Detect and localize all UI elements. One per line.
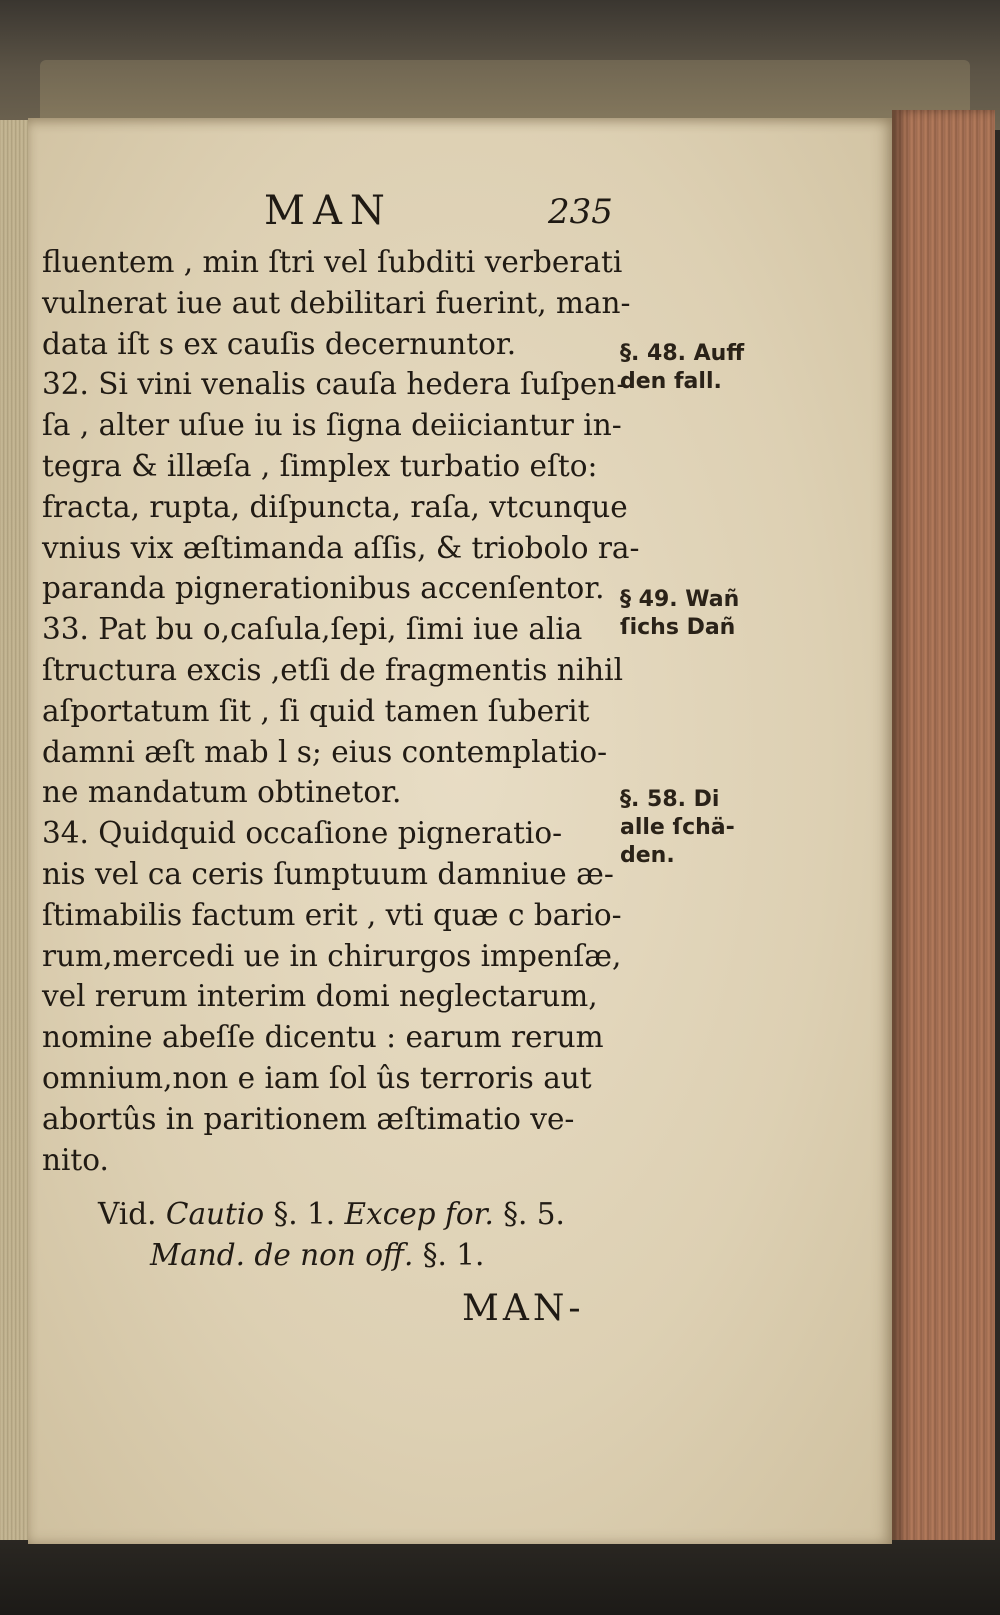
book-bottom-edge <box>0 1540 1000 1615</box>
text-line: data iſt s ex cauſis decernuntor. <box>42 326 517 361</box>
reference-line <box>42 1194 622 1235</box>
text-line: 34. Quidquid occaſione pigneratio- <box>42 816 563 851</box>
spacer <box>42 1180 622 1194</box>
reference-section: §. 1. <box>273 1197 336 1232</box>
text-line: ſa , alter uſue iu is ſigna deiiciantur in- <box>42 408 622 443</box>
catchword: MAN- <box>462 1288 585 1329</box>
reference-section: §. 5. <box>503 1197 565 1232</box>
text-line: paranda pignerationibus accenſentor. <box>42 571 605 606</box>
text-line: omnium,non e iam ſol ûs terroris aut <box>42 1060 592 1095</box>
margin-note-line: den fall. <box>620 369 722 394</box>
body-text <box>42 242 640 1276</box>
book-top-edge <box>0 0 1000 130</box>
text-line: vulnerat iue aut debilitari fuerint, man- <box>42 285 631 320</box>
text-line: rum,mercedi ue in chirurgos impenſæ, <box>42 938 622 973</box>
text-line: abortûs in paritionem æſtimatio ve- <box>42 1101 575 1136</box>
text-line: 32. Si vini venalis cauſa hedera ſuſpen- <box>42 367 627 402</box>
text-line: fluentem , min ſtri vel ſubditi verberati <box>42 245 623 279</box>
page-number: 235 <box>548 192 613 232</box>
reference-title: Cautio <box>165 1197 265 1232</box>
margin-note-line: den. <box>620 843 675 868</box>
margin-note <box>620 786 760 870</box>
text-line: ſtimabilis factum erit , vti quæ c bario- <box>42 897 622 932</box>
book-fore-edge <box>892 110 995 1550</box>
margin-note <box>620 586 760 642</box>
text-line: ne mandatum obtinetor. <box>42 775 402 810</box>
reference-title: Excep for. <box>344 1197 494 1232</box>
book-page <box>28 118 892 1544</box>
margin-note-line: §. 58. Di <box>620 787 720 812</box>
margin-note-line: alle ſchä- <box>620 815 735 840</box>
margin-note <box>620 340 760 396</box>
text-line: vel rerum interim domi neglectarum, <box>42 979 598 1014</box>
text-line: damni æſt mab l s; eius contemplatio- <box>42 734 608 769</box>
margin-note-line: § 49. Wañ <box>620 587 740 612</box>
margin-note-line: §. 48. Auff <box>620 341 745 366</box>
text-line: 33. Pat bu o,caſula,ſepi, ſimi iue alia <box>42 612 583 647</box>
reference-prefix: Vid. <box>98 1197 157 1232</box>
margin-note-line: ſichs Dañ <box>620 615 736 640</box>
text-line: ſtructura excis ,etſi de fragmentis nihil <box>42 652 624 687</box>
text-line: nomine abeſſe dicentu : earum rerum <box>42 1020 604 1055</box>
text-line: tegra & illæſa , ſimplex turbatio eſto: <box>42 448 598 483</box>
reference-title: Mand. de non off. <box>150 1238 414 1273</box>
page-header <box>28 188 892 248</box>
text-line: fracta, rupta, diſpuncta, raſa, vtcunque <box>42 489 628 524</box>
text-line: vnius vix æſtimanda aſſis, & triobolo ra- <box>42 530 640 565</box>
reference-section: §. 1. <box>422 1238 485 1273</box>
running-head: MAN <box>264 188 393 234</box>
reference-line <box>42 1235 622 1276</box>
text-line: aſportatum ſit , ſi quid tamen ſuberit <box>42 693 590 728</box>
text-line: nis vel ca ceris ſumptuum damniue æ- <box>42 856 614 891</box>
text-line: nito. <box>42 1142 109 1177</box>
